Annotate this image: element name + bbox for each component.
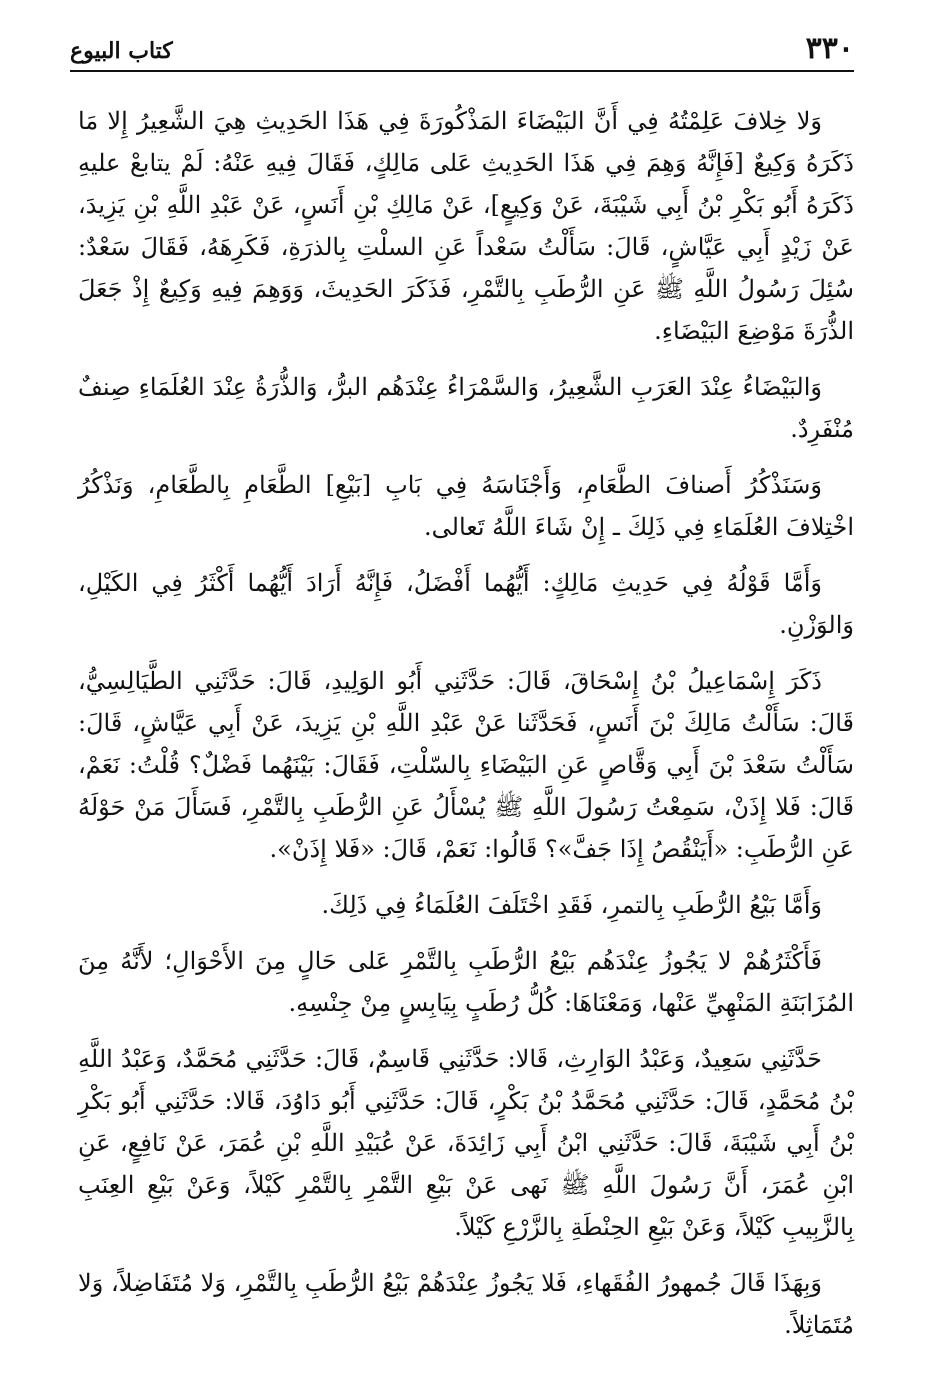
paragraph: وَلا خِلافَ عَلِمْتُهُ فِي أَنَّ البَيْضَاءَ المَذْكُورَةَ فِي هَذَا الحَدِيثِ هِيَ الشَّعِيرُ إِلا مَا ذَكَرَهُ وَكِيعٌ [فَإِنَّهُ وَهِمَ فِي هَذَا الحَدِيثِ عَلى مَالِكٍ، فَقَالَ فِيهِ عَنْهُ: لَمْ يتابعْ عليهِ ذَكَرَهُ أَبُو بَكْرِ بْنُ أَبِي شَيْبَةَ، عَنْ وَكِيعٍ]، عَنْ مَالِكِ بْنِ أَنَسٍ، عَنْ عَبْدِ اللَّهِ بْنِ يَزِيدَ، عَنْ زَيْدٍ أَبِي عَيَّاشٍ، قَالَ: سَأَلْتُ سَعْداً عَنِ السلْتِ بِالذرَةِ، فَكَرِهَهُ، فَقَالَ سَعْدٌ: سُئِلَ رَسُولُ اللَّهِ ﷺ عَنِ الرُّطَبِ بِالتَّمْرِ، فَذَكَرَ الحَدِيثَ، وَوَهِمَ فِيهِ وَكِيعٌ إِذْ جَعَلَ الذُّرَةَ مَوْضِعَ البَيْضَاءِ. [78,107,854,345]
paragraph: وَسَنَذْكُرُ أَصنافَ الطَّعَامِ، وَأَجْنَاسَهُ فِي بَابِ [بَيْعِ] الطَّعَامِ بِالطَّعَامِ، وَنَذْكُرُ اخْتِلافَ العُلَمَاءِ فِي ذَلِكَ ـ إِنْ شَاءَ اللَّهُ تَعالى. [78,471,854,541]
page-body [78,100,854,1360]
page-number: ٣٣٠ [805,31,854,66]
paragraph: وَبِهَذَا قَالَ جُمهورُ الفُقَهاءِ، فَلا يَجُوزُ عِنْدَهُمْ بَيْعُ الرُّطَبِ بِالتَّمْرِ، وَلا مُتَفَاضِلاً، وَلا مُتَمَاثِلاً. [78,1269,854,1339]
paragraph: فَأَكْثَرُهُمْ لا يَجُوزُ عِنْدَهُم بَيْعُ الرُّطَبِ بِالتَّمْرِ عَلى حَالٍ مِنَ الأَحْوَالِ؛ لأَنَّهُ مِنَ المُزَابَنَةِ المَنْهِيِّ عَنْها، وَمَعْنَاهَا: كُلُّ رُطَبٍ بِيَابِسٍ مِنْ جِنْسِهِ. [78,947,854,1017]
paragraph: وَأَمَّا قَوْلُهُ فِي حَدِيثِ مَالِكٍ: أَيُّهُما أَفْضَلُ، فَإِنَّهُ أَرَادَ أَيُّهُما أَكْثَرُ فِي الكَيْلِ، وَالوَزْنِ. [78,569,854,639]
paragraph: وَالبَيْضَاءُ عِنْدَ العَرَبِ الشَّعِيرُ، وَالسَّمْرَاءُ عِنْدَهُم البرُّ، وَالذُّرَةُ عِنْدَ العُلَمَاءِ صِنفٌ مُنْفَرِدٌ. [78,373,854,443]
paragraph: حَدَّثَنِي سَعِيدٌ، وَعَبْدُ الوَارِثِ، قَالا: حَدَّثَنِي قَاسِمٌ، قَالَ: حَدَّثَنِي مُحَمَّدٌ، وَعَبْدُ اللَّهِ بْنُ مُحَمَّدٍ، قَالَ: حَدَّثَنِي مُحَمَّدُ بْنُ بَكْرٍ، قَالَ: حَدَّثَنِي أَبُو دَاوُدَ، قَالا: حَدَّثَنِي أَبُو بَكْرِ بْنُ أَبِي شَيْبَةَ، قَالَ: حَدَّثَنِي ابْنُ أَبِي زَائِدَةَ، عَنْ عُبَيْدِ اللَّهِ بْنِ عُمَرَ، عَنْ نَافِعٍ، عَنِ ابْنِ عُمَرَ، أَنَّ رَسُولَ اللَّهِ ﷺ نَهى عَنْ بَيْعِ التَّمْرِ بِالتَّمْرِ كَيْلاً، وَعَنْ بَيْعِ العِنَبِ بِالزَّبِيبِ كَيْلاً، وَعَنْ بَيْعِ الحِنْطَةِ بِالزَّرْعِ كَيْلاً. [78,1045,855,1241]
running-title: كتاب البيوع [70,38,173,64]
paragraph: ذَكَرَ إِسْمَاعِيلُ بْنُ إِسْحَاقَ، قَالَ: حَدَّثَنِي أَبُو الوَلِيدِ، قَالَ: حَدَّثَنِي الطَّيَالِسِيُّ، قَالَ: سَأَلْتُ مَالِكَ بْنَ أَنَسٍ، فَحَدَّثَنا عَنْ عَبْدِ اللَّهِ بْنِ يَزِيدَ، عَنْ أَبِي عَيَّاشٍ، قَالَ: سَأَلْتُ سَعْدَ بْنَ أَبِي وَقَّاصٍ عَنِ البَيْضَاءِ بِالسّلْتِ، فَقَالَ: بَيْنَهُما فَضْلٌ؟ قُلْتُ: نَعَمْ، قَالَ: فَلا إِذَنْ، سَمِعْتُ رَسُولَ اللَّهِ ﷺ يُسْأَلُ عَنِ الرُّطَبِ بِالتَّمْرِ، فَسَأَلَ مَنْ حَوْلَهُ عَنِ الرُّطَبِ: «أَيَنْقُصُ إِذَا جَفَّ»؟ قَالُوا: نَعَمْ، قَالَ: «فَلا إِذَنْ». [78,667,854,863]
page-header [70,30,854,72]
paragraph: وَأَمَّا بَيْعُ الرُّطَبِ بِالتمرِ، فَقَدِ اخْتَلَفَ العُلَمَاءُ فِي ذَلِكَ. [321,891,822,919]
